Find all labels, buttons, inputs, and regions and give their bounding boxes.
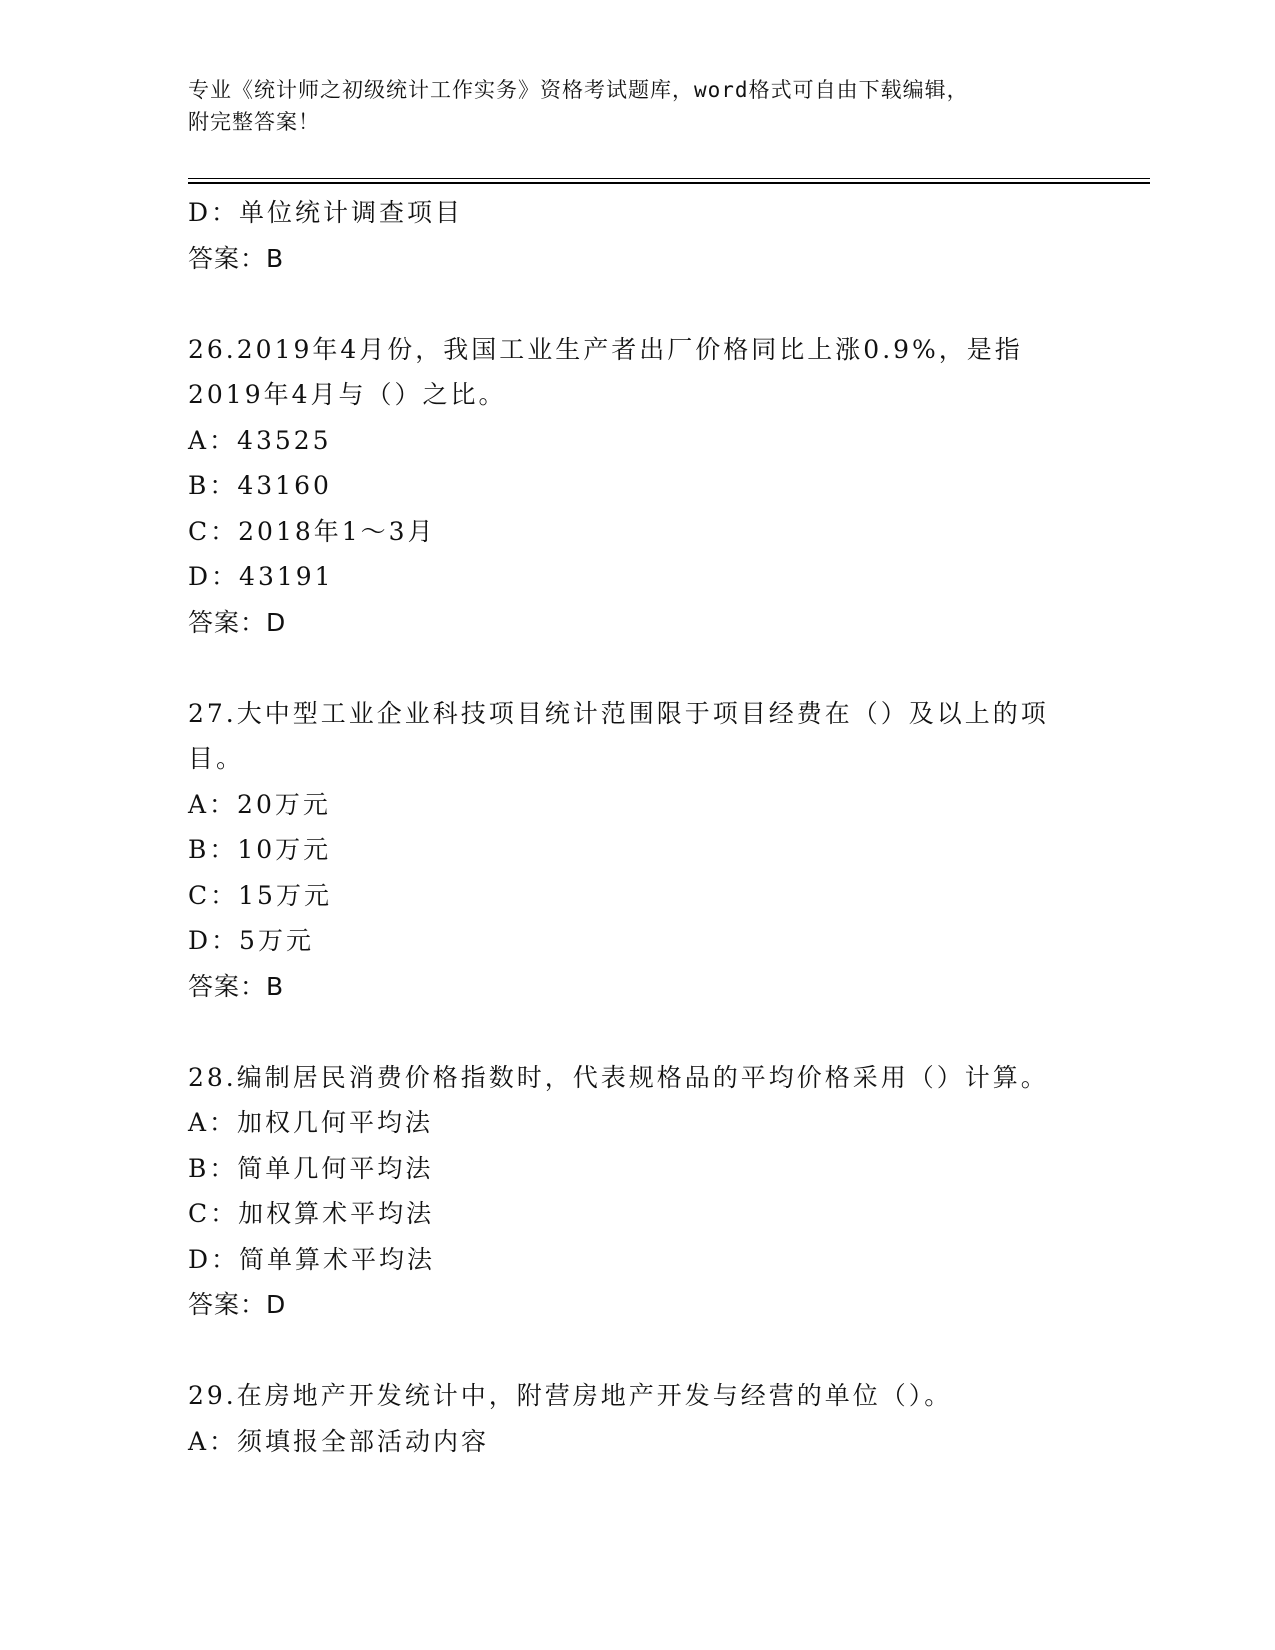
question-block-25-tail xyxy=(188,190,1088,281)
option-d: D：5万元 xyxy=(188,926,314,955)
header-line-1: 专业《统计师之初级统计工作实务》资格考试题库，word格式可自由下载编辑， xyxy=(188,78,969,102)
spacer xyxy=(188,1009,1088,1055)
option-d: D：单位统计调查项目 xyxy=(188,198,464,227)
answer-line: 答案：B xyxy=(188,971,285,1001)
question-block-27 xyxy=(188,691,1088,1010)
spacer xyxy=(188,281,1088,327)
option-b: B：43160 xyxy=(188,471,332,500)
question-text: 27.大中型工业企业科技项目统计范围限于项目经费在（）及以上的项 xyxy=(188,698,1049,728)
question-text: 28.编制居民消费价格指数时，代表规格品的平均价格采用（）计算。 xyxy=(188,1062,1049,1092)
answer-line: 答案：B xyxy=(188,243,285,273)
question-block-28 xyxy=(188,1055,1088,1328)
question-text: 26.2019年4月份，我国工业生产者出厂价格同比上涨0.9%，是指 xyxy=(188,334,1023,364)
option-d: D：简单算术平均法 xyxy=(188,1244,436,1274)
spacer xyxy=(188,645,1088,691)
option-b: B：10万元 xyxy=(188,835,332,864)
option-a: A：须填报全部活动内容 xyxy=(188,1426,490,1456)
header-line-2: 附完整答案！ xyxy=(188,110,320,134)
question-text-continued: 2019年4月与（）之比。 xyxy=(188,380,507,409)
question-text-continued: 目。 xyxy=(188,744,245,773)
answer-line: 答案：D xyxy=(188,607,287,637)
header-divider-thin xyxy=(188,178,1150,179)
question-block-29 xyxy=(188,1373,1088,1464)
option-c: C：加权算术平均法 xyxy=(188,1199,435,1228)
document-header xyxy=(188,74,1088,138)
question-list xyxy=(188,190,1088,1464)
header-divider-thick xyxy=(188,182,1150,184)
option-c: C：15万元 xyxy=(188,880,332,910)
spacer xyxy=(188,1328,1088,1374)
option-b: B：简单几何平均法 xyxy=(188,1153,434,1183)
option-c: C：2018年1～3月 xyxy=(188,516,436,546)
answer-line: 答案：D xyxy=(188,1290,287,1319)
option-a: A：20万元 xyxy=(188,789,331,819)
option-d: D：43191 xyxy=(188,562,334,591)
option-a: A：加权几何平均法 xyxy=(188,1108,434,1137)
option-a: A：43525 xyxy=(188,425,332,455)
question-block-26 xyxy=(188,327,1088,646)
question-text: 29.在房地产开发统计中，附营房地产开发与经营的单位（）。 xyxy=(188,1381,953,1410)
